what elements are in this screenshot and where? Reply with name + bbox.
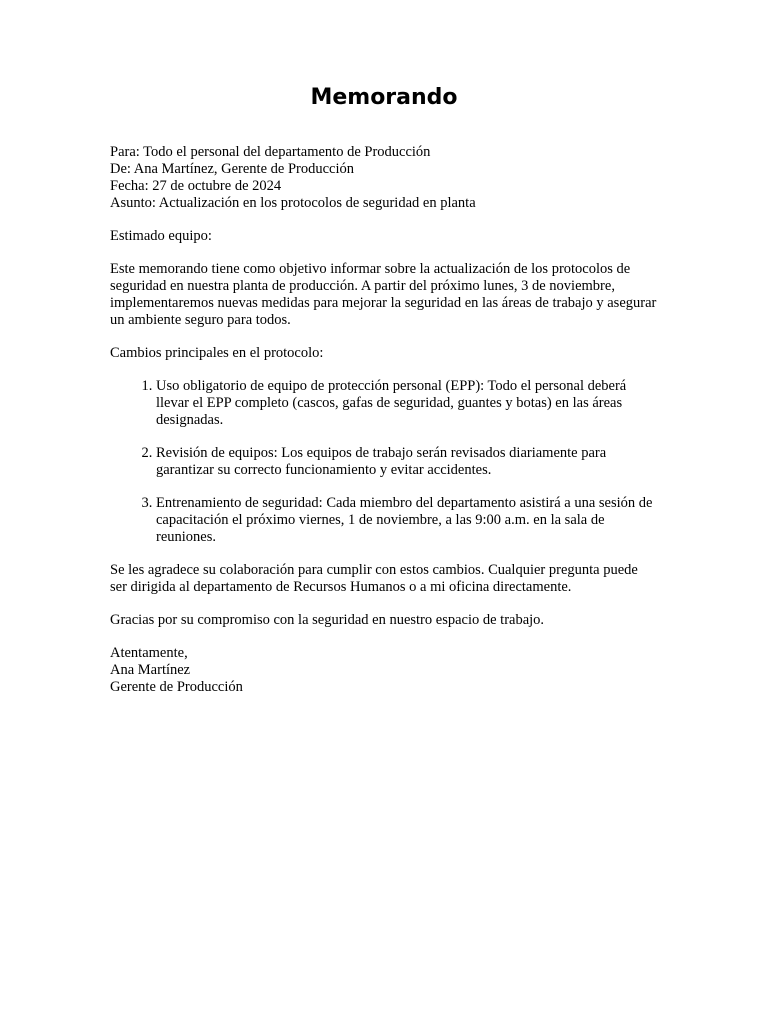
change-item-3: 3. Entrenamiento de seguridad: Cada miembro del departamento asistirá a una sesión de capacitación el próximo viernes, 1 de noviembre, a las 9:00 a.m. en la sala de reuniones. [156, 495, 658, 546]
memo-title: Memorando [310, 85, 458, 110]
memo-header [110, 144, 658, 212]
memo-to: Para: Todo el personal del departamento de Producción [110, 144, 431, 160]
memo-closing [110, 645, 658, 696]
memo-subject: Asunto: Actualización en los protocolos de seguridad en planta [110, 195, 476, 211]
signer-role: Gerente de Producción [110, 679, 243, 695]
memo-intro: Este memorando tiene como objetivo informar sobre la actualización de los protocolos de seguridad en nuestra planta de producción. A partir del próximo lunes, 3 de noviembre, implementaremos nuevas medidas para mejorar la seguridad en las áreas de trabajo y asegurar un ambiente seguro para todos. [110, 261, 657, 328]
changes-list [110, 378, 658, 546]
memo-from: De: Ana Martínez, Gerente de Producción [110, 161, 354, 177]
changes-heading: Cambios principales en el protocolo: [110, 345, 324, 361]
change-item-2: 2. Revisión de equipos: Los equipos de trabajo serán revisados diariamente para garantizar su correcto funcionamiento y evitar accidentes. [156, 445, 658, 479]
closing-salutation: Atentamente, [110, 645, 188, 661]
memo-greeting: Estimado equipo: [110, 228, 212, 244]
change-item-1: 1. Uso obligatorio de equipo de protección personal (EPP): Todo el personal deberá llevar el EPP completo (cascos, gafas de seguridad, guantes y botas) en las áreas designadas. [156, 378, 658, 429]
memo-body [110, 144, 658, 696]
signer-name: Ana Martínez [110, 662, 191, 678]
memo-date: Fecha: 27 de octubre de 2024 [110, 178, 282, 194]
memo-thanks: Gracias por su compromiso con la seguridad en nuestro espacio de trabajo. [110, 612, 545, 628]
memo-collaboration: Se les agradece su colaboración para cumplir con estos cambios. Cualquier pregunta puede ser dirigida al departamento de Recursos Humanos o a mi oficina directamente. [110, 562, 638, 595]
